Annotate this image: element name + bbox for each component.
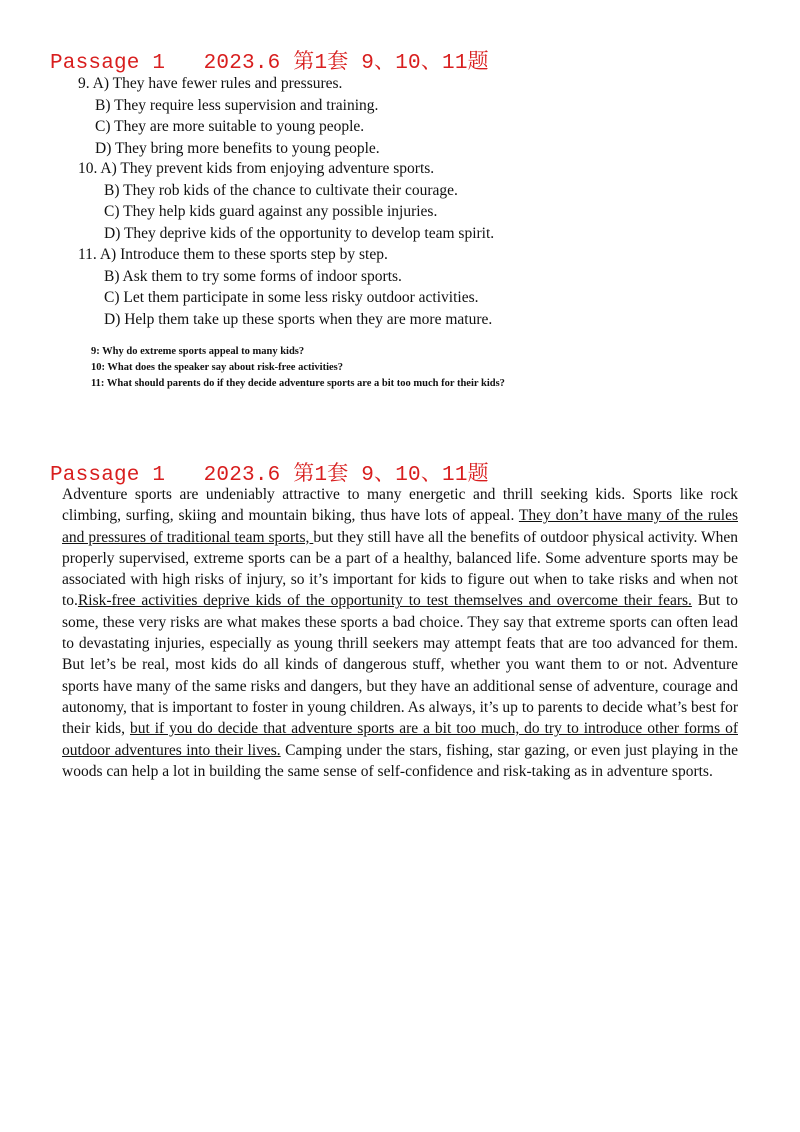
question-9-options: [78, 73, 380, 159]
option-9b: B) They require less supervision and training.: [95, 96, 379, 114]
option-9d: D) They bring more benefits to young people.: [95, 139, 380, 157]
question-prompts: [91, 344, 505, 392]
option-11c: C) Let them participate in some less risky outdoor activities.: [104, 289, 479, 306]
passage-underlined-answer-10: Risk-free activities deprive kids of the opportunity to test themselves and overcome their fears.: [77, 592, 692, 610]
option-9a: 9. A) They have fewer rules and pressures.: [78, 75, 343, 92]
passage-segment: But to some, these very risks are what makes these sports a bad choice. They say that extreme sports can often lead to devastating injuries, especially as young thrill seekers may attempt feats that are too advanced for them. But let’s be real, most kids do all kinds of dangerous stuff, whether you want them to or not. Adventure sports have many of the same risks and dangers, but they have an additional sense of adventure, courage and autonomy, that is important to foster in young children. As always, it’s up to parents to decide what’s best for their kids,: [62, 592, 739, 738]
question-10-options: [78, 158, 494, 244]
passage-text: [62, 484, 738, 782]
option-10b: B) They rob kids of the chance to cultivate their courage.: [104, 181, 458, 199]
passage-segment: Adventure sports are undeniably attractive to many energetic and thrill seeking kids. Sports like rock climbing, surfing, skiing and mountain biking, thus have lots of appeal.: [62, 486, 738, 525]
option-10a: 10. A) They prevent kids from enjoying adventure sports.: [78, 160, 435, 177]
question-prompt-9: 9: Why do extreme sports appeal to many kids?: [91, 346, 305, 357]
option-10d: D) They deprive kids of the opportunity to develop team spirit.: [104, 224, 495, 242]
passage-title: Passage 1 2023.6 第1套 9、10、11题: [50, 464, 489, 487]
question-prompt-11: 11: What should parents do if they decide adventure sports are a bit too much for their kids?: [91, 378, 505, 389]
passage-underlined-answer-11: but if you do decide that adventure sports are a bit too much, do try to introduce other forms of outdoor adventures into their lives.: [62, 720, 738, 759]
question-prompt-10: 10: What does the speaker say about risk-free activities?: [91, 362, 343, 373]
passage-segment: Camping under the stars, fishing, star gazing, or even just playing in the woods can help a lot in building the same sense of self-confidence and risk-taking as in adventure sports.: [62, 741, 738, 780]
option-11a: 11. A) Introduce them to these sports step by step.: [78, 246, 388, 263]
option-9c: C) They are more suitable to young people.: [95, 118, 365, 135]
section-title: Passage 1 2023.6 第1套 9、10、11题: [50, 52, 489, 75]
passage-underlined-answer-9: They don’t have many of the rules and pressures of traditional team sports,: [62, 507, 738, 546]
question-11-options: [78, 244, 492, 330]
option-11d: D) Help them take up these sports when they are more mature.: [104, 310, 493, 328]
option-11b: B) Ask them to try some forms of indoor sports.: [104, 267, 402, 285]
option-10c: C) They help kids guard against any possible injuries.: [104, 203, 438, 220]
passage-segment: but they still have all the benefits of outdoor physical activity. When properly supervised, extreme sports can be a part of a healthy, balanced life. Some adventure sports may be associated with high risks of injury, so it’s important for kids to figure out when to take risks and when not to.: [62, 528, 739, 610]
